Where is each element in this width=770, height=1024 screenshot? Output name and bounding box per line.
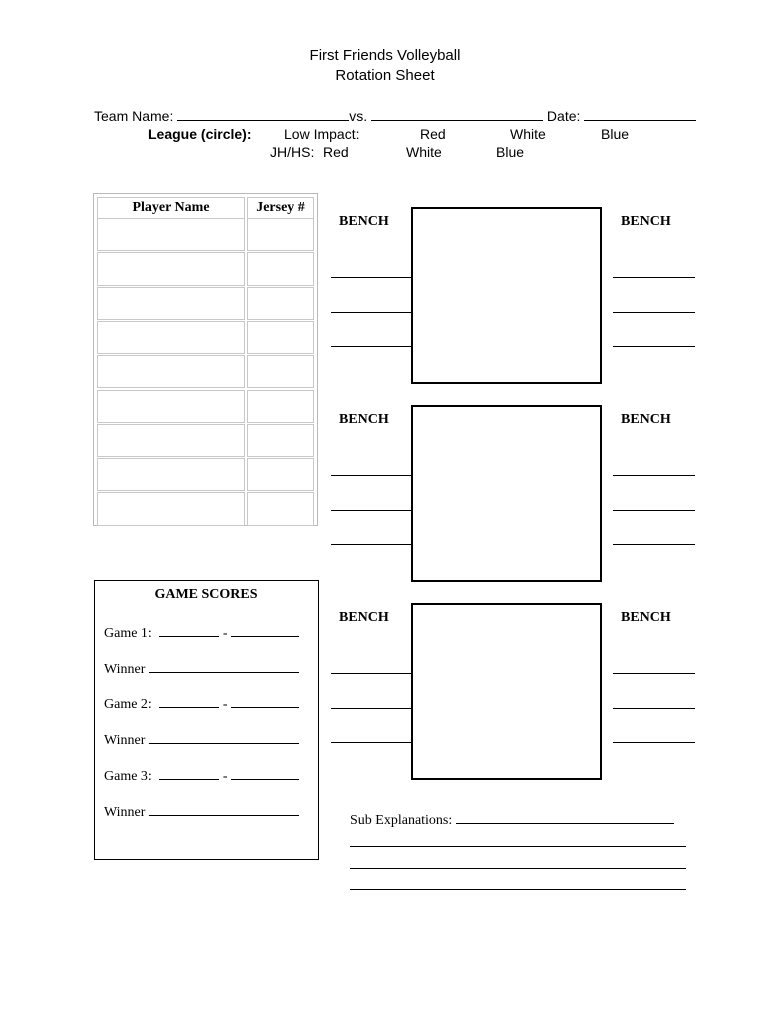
game1-score-b[interactable] bbox=[231, 623, 299, 637]
jh-hs-label: JH/HS: bbox=[270, 144, 315, 160]
bench-right-line[interactable] bbox=[613, 312, 695, 313]
winner3-row bbox=[104, 802, 299, 821]
bench-left-line[interactable] bbox=[331, 475, 412, 476]
bench-right-line[interactable] bbox=[613, 475, 695, 476]
sub-explanations-row bbox=[350, 810, 674, 829]
low-impact-label: Low Impact: bbox=[284, 126, 360, 142]
winner1-field[interactable] bbox=[149, 659, 299, 673]
game2-label: Game 2: bbox=[104, 697, 152, 712]
bench-left-line[interactable] bbox=[331, 346, 412, 347]
bench-left-label: BENCH bbox=[339, 412, 389, 427]
bench-left-label: BENCH bbox=[339, 214, 389, 229]
jersey-cell[interactable] bbox=[247, 355, 314, 388]
sub-explanations-line-2[interactable] bbox=[350, 846, 686, 847]
jersey-cell[interactable] bbox=[247, 218, 314, 251]
winner3-label: Winner bbox=[104, 805, 146, 820]
opponent-field[interactable] bbox=[371, 107, 543, 121]
low-impact-option-red[interactable]: Red bbox=[420, 126, 446, 142]
winner3-field[interactable] bbox=[149, 802, 299, 816]
game-scores-box bbox=[94, 580, 319, 860]
bench-right-label: BENCH bbox=[621, 214, 671, 229]
game1-label: Game 1: bbox=[104, 626, 152, 641]
bench-right-line[interactable] bbox=[613, 544, 695, 545]
game3-score-b[interactable] bbox=[231, 766, 299, 780]
bench-right-line[interactable] bbox=[613, 346, 695, 347]
jersey-cell[interactable] bbox=[247, 390, 314, 423]
bench-left-line[interactable] bbox=[331, 673, 412, 674]
player-name-cell[interactable] bbox=[97, 355, 245, 388]
jersey-cell[interactable] bbox=[247, 321, 314, 354]
bench-left-line[interactable] bbox=[331, 277, 412, 278]
game1-row bbox=[104, 623, 299, 642]
winner2-field[interactable] bbox=[149, 730, 299, 744]
sub-explanations-line-3[interactable] bbox=[350, 868, 686, 869]
game2-score-b[interactable] bbox=[231, 694, 299, 708]
team-name-label: Team Name: bbox=[94, 108, 174, 124]
player-name-cell[interactable] bbox=[97, 287, 245, 320]
player-name-cell[interactable] bbox=[97, 424, 245, 457]
game-scores-title: GAME SCORES bbox=[154, 587, 258, 602]
game1-dash: - bbox=[222, 626, 228, 641]
bench-right-line[interactable] bbox=[613, 673, 695, 674]
player-name-cell[interactable] bbox=[97, 458, 245, 491]
league-label: League (circle): bbox=[148, 126, 252, 142]
winner1-label: Winner bbox=[104, 662, 146, 677]
jh-hs-option-red[interactable]: Red bbox=[323, 144, 349, 160]
game3-dash: - bbox=[222, 769, 228, 784]
bench-left-label: BENCH bbox=[339, 610, 389, 625]
low-impact-option-blue[interactable]: Blue bbox=[601, 126, 630, 142]
game1-score-a[interactable] bbox=[159, 623, 219, 637]
player-name-header: Player Name bbox=[97, 197, 245, 219]
jh-hs-option-white[interactable]: White bbox=[406, 144, 442, 160]
jersey-cell[interactable] bbox=[247, 252, 314, 285]
bench-left-line[interactable] bbox=[331, 510, 412, 511]
date-field[interactable] bbox=[584, 107, 696, 121]
game3-row bbox=[104, 766, 299, 785]
team-row bbox=[94, 107, 696, 125]
player-table bbox=[93, 193, 318, 526]
player-name-cell[interactable] bbox=[97, 390, 245, 423]
winner2-row bbox=[104, 730, 299, 749]
sub-explanations-line-4[interactable] bbox=[350, 889, 686, 890]
jersey-cell[interactable] bbox=[247, 424, 314, 457]
bench-left-line[interactable] bbox=[331, 742, 412, 743]
sub-explanations-label: Sub Explanations: bbox=[350, 813, 453, 828]
sheet-title-line2: Rotation Sheet bbox=[335, 67, 435, 84]
player-name-cell[interactable] bbox=[97, 252, 245, 285]
jersey-cell[interactable] bbox=[247, 492, 314, 525]
game2-score-a[interactable] bbox=[159, 694, 219, 708]
game3-score-a[interactable] bbox=[159, 766, 219, 780]
court-box-rotation-1[interactable] bbox=[411, 207, 602, 384]
bench-right-label: BENCH bbox=[621, 412, 671, 427]
low-impact-option-white[interactable]: White bbox=[510, 126, 546, 142]
vs-label: vs. bbox=[349, 108, 368, 124]
bench-right-line[interactable] bbox=[613, 277, 695, 278]
court-box-rotation-2[interactable] bbox=[411, 405, 602, 582]
player-name-cell[interactable] bbox=[97, 218, 245, 251]
jersey-header: Jersey # bbox=[247, 197, 314, 219]
bench-left-line[interactable] bbox=[331, 544, 412, 545]
winner1-row bbox=[104, 659, 299, 678]
game2-row bbox=[104, 694, 299, 713]
winner2-label: Winner bbox=[104, 733, 146, 748]
bench-right-line[interactable] bbox=[613, 510, 695, 511]
court-box-rotation-3[interactable] bbox=[411, 603, 602, 780]
date-label: Date: bbox=[546, 108, 581, 124]
sub-explanations-field[interactable] bbox=[456, 810, 674, 824]
bench-right-line[interactable] bbox=[613, 742, 695, 743]
game2-dash: - bbox=[222, 697, 228, 712]
bench-left-line[interactable] bbox=[331, 312, 412, 313]
bench-right-line[interactable] bbox=[613, 708, 695, 709]
sheet-title-line1: First Friends Volleyball bbox=[309, 47, 461, 64]
player-name-cell[interactable] bbox=[97, 492, 245, 525]
team-name-field[interactable] bbox=[177, 107, 349, 121]
bench-right-label: BENCH bbox=[621, 610, 671, 625]
player-name-cell[interactable] bbox=[97, 321, 245, 354]
bench-left-line[interactable] bbox=[331, 708, 412, 709]
game3-label: Game 3: bbox=[104, 769, 152, 784]
jh-hs-option-blue[interactable]: Blue bbox=[496, 144, 525, 160]
jersey-cell[interactable] bbox=[247, 287, 314, 320]
jersey-cell[interactable] bbox=[247, 458, 314, 491]
